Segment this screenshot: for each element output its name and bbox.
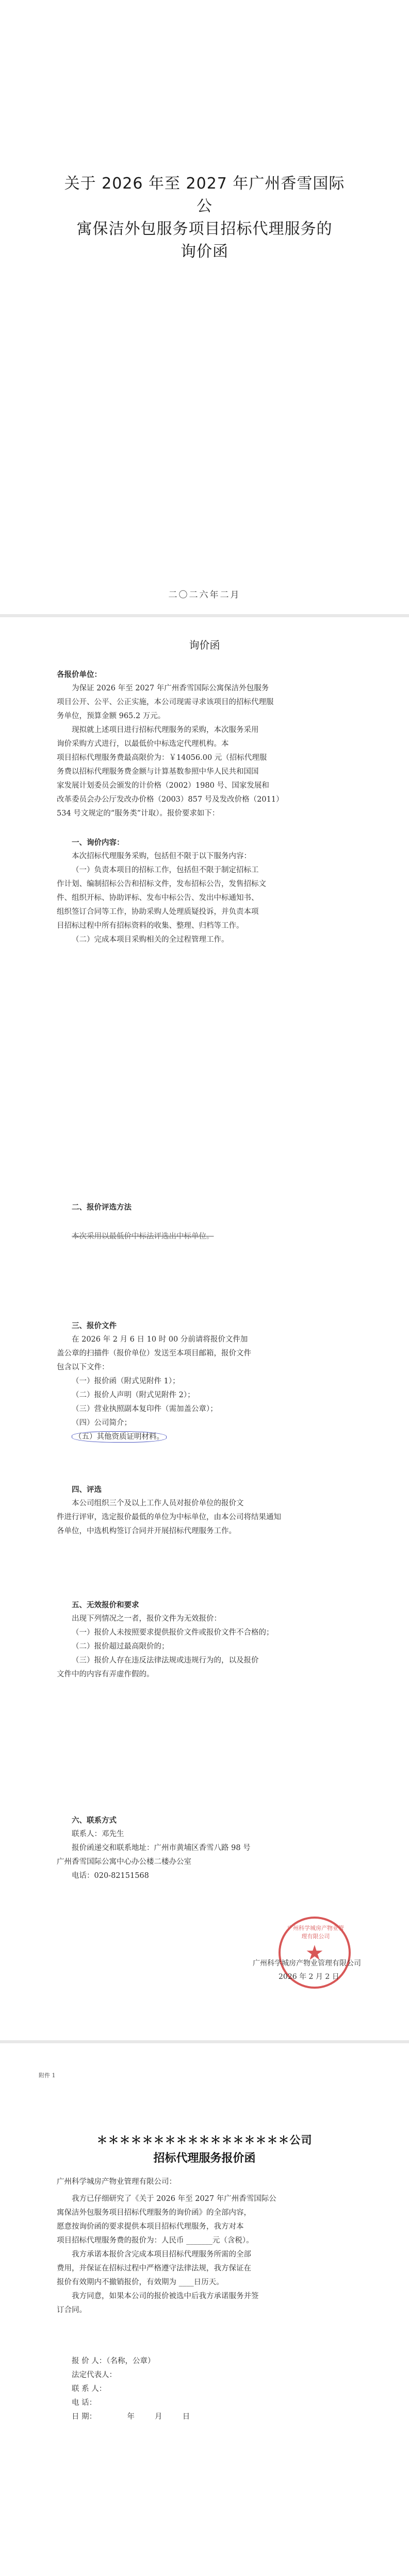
sign-date-label: 日 期： xyxy=(72,2413,97,2421)
section-line: （一）负责本项目的招标工作，包括但不限于制定招标工 xyxy=(72,866,259,874)
intro-line: 询价采购方式进行，以最低价中标选定代理机构。本 xyxy=(57,740,229,748)
salutation: 各报价单位： xyxy=(57,670,102,679)
intro-line: 现拟就上述项目进行招标代理服务的采购，本次服务采用 xyxy=(72,726,259,734)
quote-letter-body xyxy=(57,2175,353,2317)
year-label: 年 xyxy=(127,2413,135,2421)
cover-title-line: 寓保洁外包服务项目招标代理服务的 xyxy=(76,220,333,238)
body-line: 费用，并保证在招标过程中严格遵守法律法规，我方保证在 xyxy=(57,2264,251,2273)
intro-line: 项目公开、公平、公正实施，本公司现需寻求该项目的招标代理服 xyxy=(57,698,274,706)
sign-contact: 联 系 人： xyxy=(72,2385,107,2393)
contact-address: 广州香雪国际公寓中心办公楼二楼办公室 xyxy=(57,1858,191,1866)
cover-title xyxy=(57,173,352,263)
section-invalid xyxy=(57,1598,353,1682)
section-line: 盖公章的扫描件（报价单位）发送至本项目邮箱，报价文件 xyxy=(57,1349,251,1358)
section-line: 包含以下文件： xyxy=(57,1363,109,1371)
intro-line: 家发展计划委员会颁发的计价格（2002）1980 号、国家发展和 xyxy=(57,782,269,790)
intro-line: 改革委员会办公厅发改办价格（2003）857 号及发改价格（2011） xyxy=(57,795,284,804)
section-title: 五、无效报价和要求 xyxy=(72,1601,139,1609)
section-line: （三）营业执照副本复印件（需加盖公章）； xyxy=(72,1405,218,1413)
sign-rep: 法定代表人： xyxy=(72,2371,117,2379)
section-line: （一）报价函（附式见附件 1）； xyxy=(72,1377,180,1385)
body-line: 寓保洁外包服务项目招标代理服务的询价函》的全部内容， xyxy=(57,2209,251,2217)
section-line: （二）完成本项目采购相关的全过程管理工作。 xyxy=(72,936,229,944)
section-line: 本公司组织三个及以上工作人员对报价单位的报价文 xyxy=(72,1499,244,1507)
section-line: （四）公司简介； xyxy=(72,1419,132,1427)
section-line: 件进行评审，选定报价最低的单位为中标单位，由本公司将结果通知 xyxy=(57,1513,281,1521)
cover-title-line: 询价函 xyxy=(181,243,228,261)
cover-page xyxy=(0,0,409,613)
section-line: （三）报价人存在违反法律法规或违规行为的，以及报价 xyxy=(72,1656,259,1665)
section-line: 本次采用以最低价中标法评选出中标单位。 xyxy=(72,1232,214,1241)
circled-annotation: （五）其他资质证明材料。 xyxy=(72,1431,167,1443)
body-line: 我方承诺本报价含完成本项目招标代理服务所需的全部 xyxy=(72,2250,251,2259)
attachment-title: 招标代理服务报价函 xyxy=(153,2152,256,2165)
contact-phone: 电话：020-82151568 xyxy=(72,1872,149,1880)
intro-line: 项目招标代理服务费最高限价为：￥14056.00 元（招标代理服 xyxy=(57,754,267,762)
section-contact xyxy=(57,1814,353,1883)
attachment-label: 附件 1 xyxy=(39,2072,56,2079)
intro-line: 为保证 2026 年至 2027 年广州香雪国际公寓保洁外包服务 xyxy=(72,684,269,692)
section-line: （二）报价人声明（附式见附件 2）； xyxy=(72,1391,195,1399)
body-line: 我方同意，如果本公司的报价被选中后我方承诺服务并签 xyxy=(72,2292,259,2300)
contact-address: 报价函递交和联系地址：广州市黄埔区香雪八路 98 号 xyxy=(72,1844,251,1852)
sign-party: 报 价 人：（名称，公章） xyxy=(72,2357,155,2365)
sign-phone: 电 话： xyxy=(72,2399,97,2407)
section-line: 文件中的内容有弄虚作假的。 xyxy=(57,1670,154,1679)
intro-line: 务费以招标代理服务费金额与计算基数参照中华人民共和国国 xyxy=(57,768,259,776)
section-line: 目招标过程中所有招标资料的收集、整理、归档等工作。 xyxy=(57,922,244,930)
section-line: 本次招标代理服务采购，包括但不限于以下服务内容： xyxy=(72,852,251,860)
seal-star-icon: ★ xyxy=(305,1941,324,1965)
section-title: 四、评选 xyxy=(72,1485,102,1494)
intro-line: 534 号文规定的“服务类”计取）。报价要求如下： xyxy=(57,809,220,818)
section-line: 在 2026 年 2 月 6 日 10 时 00 分前请将报价文件加 xyxy=(72,1335,248,1344)
sign-date-line xyxy=(57,2410,353,2424)
body-line: 愿意按询价函的要求提供本项目招标代理服务，我方对本 xyxy=(57,2223,244,2231)
contact-person: 联系人：邓先生 xyxy=(72,1830,124,1838)
cover-title-line: 关于 2026 年至 2027 年广州香雪国际公 xyxy=(64,175,345,215)
signature-date: 2026 年 2 月 2 日 xyxy=(279,1973,339,1981)
cover-date: 二〇二六年二月 xyxy=(168,590,241,600)
letter-intro xyxy=(57,668,353,821)
section-line: 出现下列情况之一者，报价文件为无效报价： xyxy=(72,1615,221,1623)
section-evaluation-method xyxy=(57,1200,353,1244)
body-line: 我方已仔细研究了《关于 2026 年至 2027 年广州香雪国际公 xyxy=(72,2195,276,2203)
section-title: 三、报价文件 xyxy=(72,1321,117,1330)
section-line: （二）报价超过最高限价的； xyxy=(72,1642,169,1651)
section-line: 组织签订合同等工作，协助采购人处理质疑投诉，并负责本项 xyxy=(57,908,259,916)
day-label: 日 xyxy=(182,2413,190,2421)
signature-org: 广州科学城房产物业管理有限公司 xyxy=(253,1959,361,1968)
section-line: 件、组织开标、协助评标、发布中标公告、发出中标通知书、 xyxy=(57,894,259,902)
section-line: （一）报价人未按照要求提供报价文件或报价文件不合格的； xyxy=(72,1629,274,1637)
section-title: 二、报价评选方法 xyxy=(72,1203,132,1212)
body-line: 报价有效期内不撤销报价，有效期为 ____日历天。 xyxy=(57,2278,224,2286)
body-line: 项目招标代理服务费的报价为：人民币 _______元（含税）。 xyxy=(57,2236,254,2245)
section-line xyxy=(57,1430,353,1444)
section-title: 一、询价内容： xyxy=(72,838,124,847)
section-line: 各单位，中选机构签订合同并开展招标代理服务工作。 xyxy=(57,1527,236,1535)
quote-signature-block xyxy=(57,2354,353,2424)
attachment-company: ＊＊＊＊＊＊＊＊＊＊＊＊＊＊＊＊＊公司 xyxy=(96,2134,313,2146)
month-label: 月 xyxy=(155,2413,162,2421)
section-quote-docs xyxy=(57,1319,353,1444)
section-title: 六、联系方式 xyxy=(72,1816,117,1825)
section-line: 作计划、编制招标公告和招标文件，发布招标公告，发售招标文 xyxy=(57,880,266,888)
seal-text: 广州科学城房产物业管理有限公司 xyxy=(287,1925,344,1940)
letter-heading: 询价函 xyxy=(189,639,220,651)
section-inquiry xyxy=(57,836,353,947)
body-line: 订合同。 xyxy=(57,2306,87,2314)
addressee: 广州科学城房产物业管理有限公司： xyxy=(57,2178,176,2186)
section-evaluation xyxy=(57,1483,353,1538)
intro-line: 务单位，预算金额 965.2 万元。 xyxy=(57,712,166,720)
